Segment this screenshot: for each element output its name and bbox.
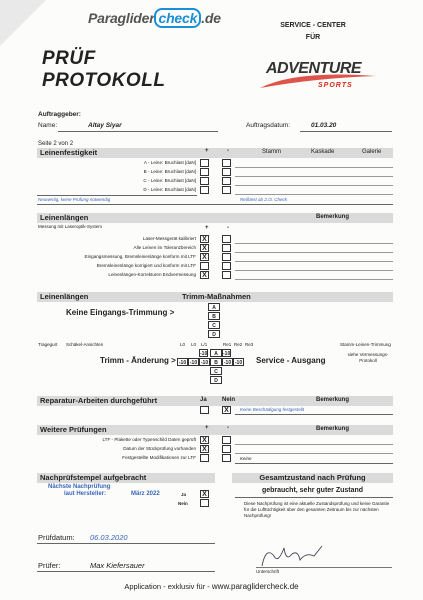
- trimm-right-a[interactable]: -10: [223, 351, 231, 357]
- ll-plus-header: +: [205, 225, 209, 231]
- lf-note-line: [37, 195, 197, 196]
- ll-row-5: Leinenlängen-Korrekturen Endvermessung: [108, 272, 196, 277]
- name-label: Name:: [38, 122, 58, 129]
- schaekel-label: Schäkel-Ansichten: [66, 342, 104, 347]
- col-right-1: Re1: [223, 342, 232, 347]
- pruefdatum-value[interactable]: 06.03.2020: [90, 533, 128, 542]
- lf-minus-b[interactable]: [222, 168, 231, 176]
- page-info: Seite 2 von 2: [38, 141, 74, 147]
- ll-minus-2[interactable]: [222, 244, 231, 252]
- wp-row-2: Datum der Stückprüfung vorhanden: [123, 446, 196, 451]
- gesamt-line: [235, 497, 393, 498]
- service-center-label: [268, 20, 358, 44]
- stempel-nein-box[interactable]: [200, 499, 209, 507]
- lf-row-b: B - Leine: Bruchlast [daN]: [143, 169, 196, 174]
- title-line-1: PRÜF: [42, 48, 96, 69]
- lf-minus-c[interactable]: [222, 177, 231, 185]
- footer: [0, 582, 423, 591]
- signature-icon: [256, 540, 336, 570]
- section-bar-stempel: [37, 473, 215, 483]
- wp-plus-1[interactable]: X: [200, 436, 209, 444]
- gesamt-text: Diese Nachprüfung ist eine aktuelle Zustandsprüfung und keine Garantie für die Lufttüchtigkeit über den gesamten Zeitraum bis zur nächsten Nachprüfung!: [244, 501, 390, 518]
- adventure-text: ADVENTURE: [266, 60, 362, 77]
- wp-plus-2[interactable]: X: [200, 445, 209, 453]
- rep-remark: Bemerkung: [316, 397, 350, 403]
- wp-line-2: [235, 444, 393, 454]
- trimm-aenderung: Trimm - Änderung >: [100, 356, 176, 365]
- wp-remark: Bemerkung: [316, 426, 350, 432]
- trimm-right-b1[interactable]: -10: [223, 360, 232, 366]
- col-kaskade: Kaskade: [311, 149, 335, 155]
- ll-minus-4[interactable]: [222, 262, 231, 270]
- keine-eingangs-trimmung: Keine Eingangs-Trimmung >: [66, 308, 175, 317]
- trimm-left-b3[interactable]: -10: [200, 360, 209, 366]
- pruefdatum-label: Prüfdatum:: [38, 533, 75, 542]
- trimm-mid-c: C: [210, 367, 222, 375]
- lf-plus-d[interactable]: [200, 186, 209, 194]
- trimm-mid-a: A: [210, 349, 222, 357]
- col-left-2: L0: [191, 342, 197, 347]
- pruefer-value[interactable]: Max Kiefersauer: [90, 561, 145, 570]
- wp-row-3: Festgestellte Modifikationen zur LTF: [122, 455, 196, 460]
- service-line-2: FÜR: [305, 34, 321, 41]
- section-title: Nachprüfstempel aufgebracht: [40, 473, 147, 482]
- ll-minus-1[interactable]: [222, 235, 231, 243]
- wp-plus-3[interactable]: [200, 454, 209, 462]
- laut-hersteller: laut Hersteller:: [64, 491, 107, 497]
- signature-line: [256, 567, 392, 568]
- next-check-label: Nächste Nachprüfung: [48, 484, 111, 490]
- tragegurt-label: Tragegurt: [38, 342, 58, 347]
- client-label: Auftraggeber:: [38, 111, 81, 118]
- rep-ja: Ja: [200, 397, 207, 403]
- trimm-left-b1[interactable]: -10: [178, 360, 187, 366]
- minus-header: -: [227, 148, 229, 154]
- footer-url[interactable]: www.paraglidercheck.de: [211, 582, 299, 591]
- section-title: Weitere Prüfungen: [40, 425, 107, 434]
- stamm-trimmung-label: Stamm-Leinen-Trimmung: [340, 342, 391, 347]
- col-left-1: L0: [180, 342, 186, 347]
- ll-minus-3[interactable]: [222, 253, 231, 261]
- lf-row-d: D - Leine: Bruchlast [daN]: [143, 187, 196, 192]
- lf-minus-d[interactable]: [222, 186, 231, 194]
- trimm-left-a[interactable]: -10: [200, 351, 208, 357]
- logo-text: Paraglider: [88, 10, 155, 26]
- ll-row-4: Bremsleinenlänge korrigiert und konform mit LTF: [96, 263, 196, 268]
- ll-minus-5[interactable]: [222, 271, 231, 279]
- trimm-left-b2[interactable]: -10: [189, 360, 198, 366]
- client-name-value[interactable]: Altay Siyar: [88, 122, 122, 129]
- lf-plus-a[interactable]: [200, 159, 209, 167]
- order-date-label: Auftragsdatum:: [246, 122, 291, 129]
- ll-plus-4[interactable]: [200, 262, 209, 270]
- ll-row-1: Laser-Messgerät kalibriert: [142, 236, 196, 241]
- col-right-2: Re2: [234, 342, 243, 347]
- lf-plus-c[interactable]: [200, 177, 209, 185]
- pruefer-label: Prüfer:: [38, 561, 61, 570]
- trimm-right-b2[interactable]: -10: [234, 360, 243, 366]
- laut-date[interactable]: März 2022: [131, 491, 160, 497]
- service-line-1: SERVICE - CENTER: [280, 22, 346, 29]
- col-stamm: Stamm: [262, 149, 282, 155]
- section-bar-gesamt: [232, 473, 393, 483]
- wp-minus-3[interactable]: [222, 454, 231, 462]
- sports-text: SPORTS: [318, 82, 353, 89]
- ll-plus-3[interactable]: X: [200, 253, 209, 261]
- lf-plus-b[interactable]: [200, 168, 209, 176]
- trimm-letter-b: B: [208, 312, 220, 320]
- col-galerie: Galerie: [362, 149, 382, 155]
- ll-plus-1[interactable]: X: [200, 235, 209, 243]
- footer-text: Application - exklusiv für -: [124, 582, 212, 591]
- wp-plus: +: [205, 425, 209, 431]
- logo-highlight: check: [154, 8, 201, 28]
- col-left-3: L/1: [201, 342, 208, 347]
- adventure-sports-logo: [256, 60, 386, 98]
- wp-minus: -: [227, 425, 229, 431]
- date-underline: [300, 131, 392, 132]
- section-title: Reparatur-Arbeiten durchgeführt: [40, 396, 158, 405]
- lf-minus-a[interactable]: [222, 159, 231, 167]
- trimm-letter-c: C: [208, 321, 220, 329]
- wp-note: Keine: [240, 456, 252, 461]
- plus-header: +: [205, 148, 209, 154]
- ll-plus-2[interactable]: X: [200, 244, 209, 252]
- trimm-title-2: Trimm-Maßnahmen: [182, 292, 251, 301]
- siehe-protokoll: siehe Vermessungs-Protokoll: [347, 352, 389, 363]
- section-bar-leinenfestigkeit: [37, 148, 393, 158]
- ll-row-3: Eingangsmessung, Bremsleinenlänge konform mit LTF: [84, 254, 196, 259]
- ll-remark-header: Bemerkung: [316, 214, 350, 220]
- lf-bottom-line: [37, 204, 393, 205]
- service-ausgang: Service - Ausgang: [256, 356, 326, 365]
- signature-image: [256, 540, 336, 570]
- wp-minus-1[interactable]: [222, 436, 231, 444]
- ll-minus-header: -: [227, 225, 229, 231]
- lf-line-d: [235, 185, 393, 195]
- rep-nein-box[interactable]: X: [222, 406, 231, 414]
- col-right-3: Re3: [245, 342, 254, 347]
- unterschrift-label: Unterschrift: [256, 569, 280, 574]
- section-title: Leinenlängen: [40, 292, 89, 301]
- lf-note-left: Neuwertig, keine Prüfung notwendig: [38, 197, 111, 202]
- wp-row-1: LTF - Plakette oder Typenschild Daten geprüft: [102, 437, 196, 442]
- ll-plus-5[interactable]: X: [200, 271, 209, 279]
- gesamt-value[interactable]: gebraucht, sehr guter Zustand: [261, 487, 364, 494]
- rep-nein: Nein: [222, 397, 236, 403]
- trimm-mid-d: D: [210, 376, 222, 384]
- ll-sub: Messung mit Laseroptik-System: [38, 224, 103, 229]
- stempel-ja: Ja: [181, 492, 187, 497]
- ll-row-2: Alle Leinen im Toleranzbereich: [133, 245, 196, 250]
- section-title: Leinenfestigkeit: [40, 148, 98, 157]
- document-title: [42, 48, 165, 92]
- lf-note-right: Reißtest ab 2./3. Check: [240, 197, 288, 202]
- trimm-letter-a: A: [208, 303, 220, 311]
- lf-row-a: A - Leine: Bruchlast [daN]: [143, 160, 196, 165]
- stempel-ja-box[interactable]: X: [200, 490, 209, 498]
- name-underline: [58, 131, 218, 132]
- logo-suffix: .de: [201, 10, 221, 26]
- wp-line-3: [235, 463, 393, 464]
- section-title: Leinenlängen: [40, 213, 89, 222]
- page-fold: [0, 0, 46, 46]
- wp-minus-2[interactable]: [222, 445, 231, 453]
- section-title: Gesamtzustand nach Prüfung: [259, 473, 366, 482]
- rep-line: [235, 414, 393, 415]
- rep-note: Keine Beschädigung festgestellt: [240, 407, 305, 412]
- order-date-value[interactable]: 01.03.20: [311, 122, 337, 129]
- ll-line-5: [235, 270, 393, 280]
- trimm-letter-d: D: [208, 330, 220, 338]
- trimm-mid-b: B: [210, 358, 222, 366]
- paraglidercheck-logo: [88, 10, 221, 26]
- stempel-nein: Nein: [178, 501, 188, 506]
- lf-row-c: C - Leine: Bruchlast [daN]: [143, 178, 196, 183]
- title-line-2: PROTOKOLL: [42, 70, 166, 91]
- rep-ja-box[interactable]: [200, 406, 209, 414]
- pruefdatum-line: [37, 543, 215, 544]
- pruefer-line: [37, 571, 215, 572]
